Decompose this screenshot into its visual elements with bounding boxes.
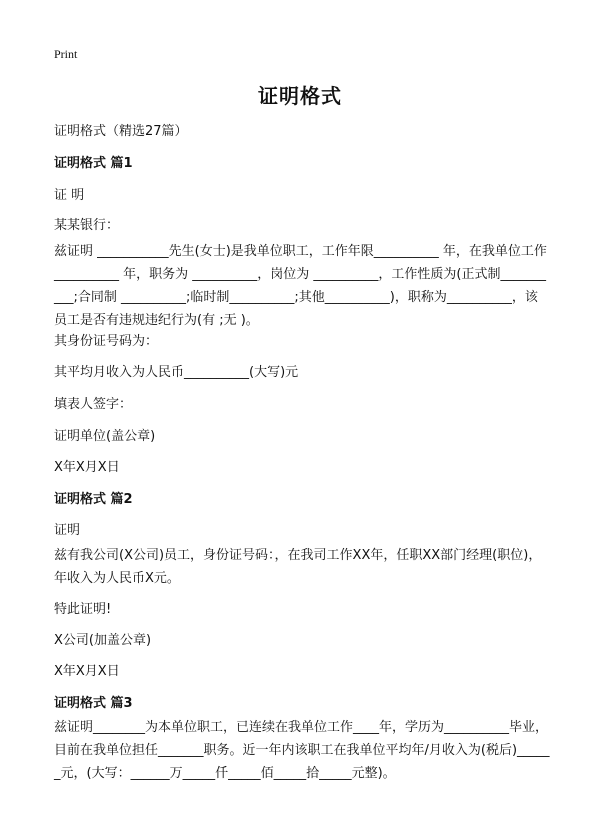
section1-id-line: 其身份证号码为： — [54, 334, 159, 349]
section2-company-seal: X公司(加盖公章) — [54, 633, 152, 648]
section1-income-line: 其平均月收入为人民币__________(大写)元 — [54, 365, 299, 380]
document-subtitle: 证明格式（精选27篇） — [54, 124, 188, 139]
document-title: 证明格式 — [258, 84, 342, 108]
section2-heading: 证明格式 篇2 — [54, 492, 133, 507]
section1-date: X年X月X日 — [54, 460, 120, 475]
section3-body: 兹证明________为本单位职工，已连续在我单位工作____年，学历为__________毕业，目前在我单位担任_______职务。近一年内该职工在我单位平均年/月收入为(税后)______元，(大写：______万_____仟_____佰_____拾_____元整)。 — [54, 720, 550, 781]
section1-unit-seal: 证明单位(盖公章) — [54, 429, 156, 444]
section2-body: 兹有我公司(X公司)员工，身份证号码：，在我司工作XX年，任职XX部门经理(职位)，年收入为人民币X元。 — [54, 548, 542, 586]
section1-heading: 证明格式 篇1 — [54, 156, 133, 171]
section1-body: 兹证明 ___________先生(女士)是我单位职工，工作年限__________ 年，在我单位工作 __________ 年，职务为 __________，岗位为 __________，工作性质为(正式制__________;合同制 __________;临时制__________;其他__________)，职称为__________，该员工是否有违规违纪行为(有 ;无 )。 — [54, 244, 547, 328]
section1-title: 证 明 — [54, 188, 85, 203]
section3-heading: 证明格式 篇3 — [54, 696, 133, 711]
section2-date: X年X月X日 — [54, 664, 120, 679]
section2-title: 证明 — [54, 523, 81, 538]
print-link[interactable]: Print — [54, 47, 78, 61]
section1-addressee: 某某银行： — [54, 218, 120, 233]
section2-closing: 特此证明! — [54, 602, 112, 617]
section1-filler-signature: 填表人签字： — [54, 397, 133, 412]
